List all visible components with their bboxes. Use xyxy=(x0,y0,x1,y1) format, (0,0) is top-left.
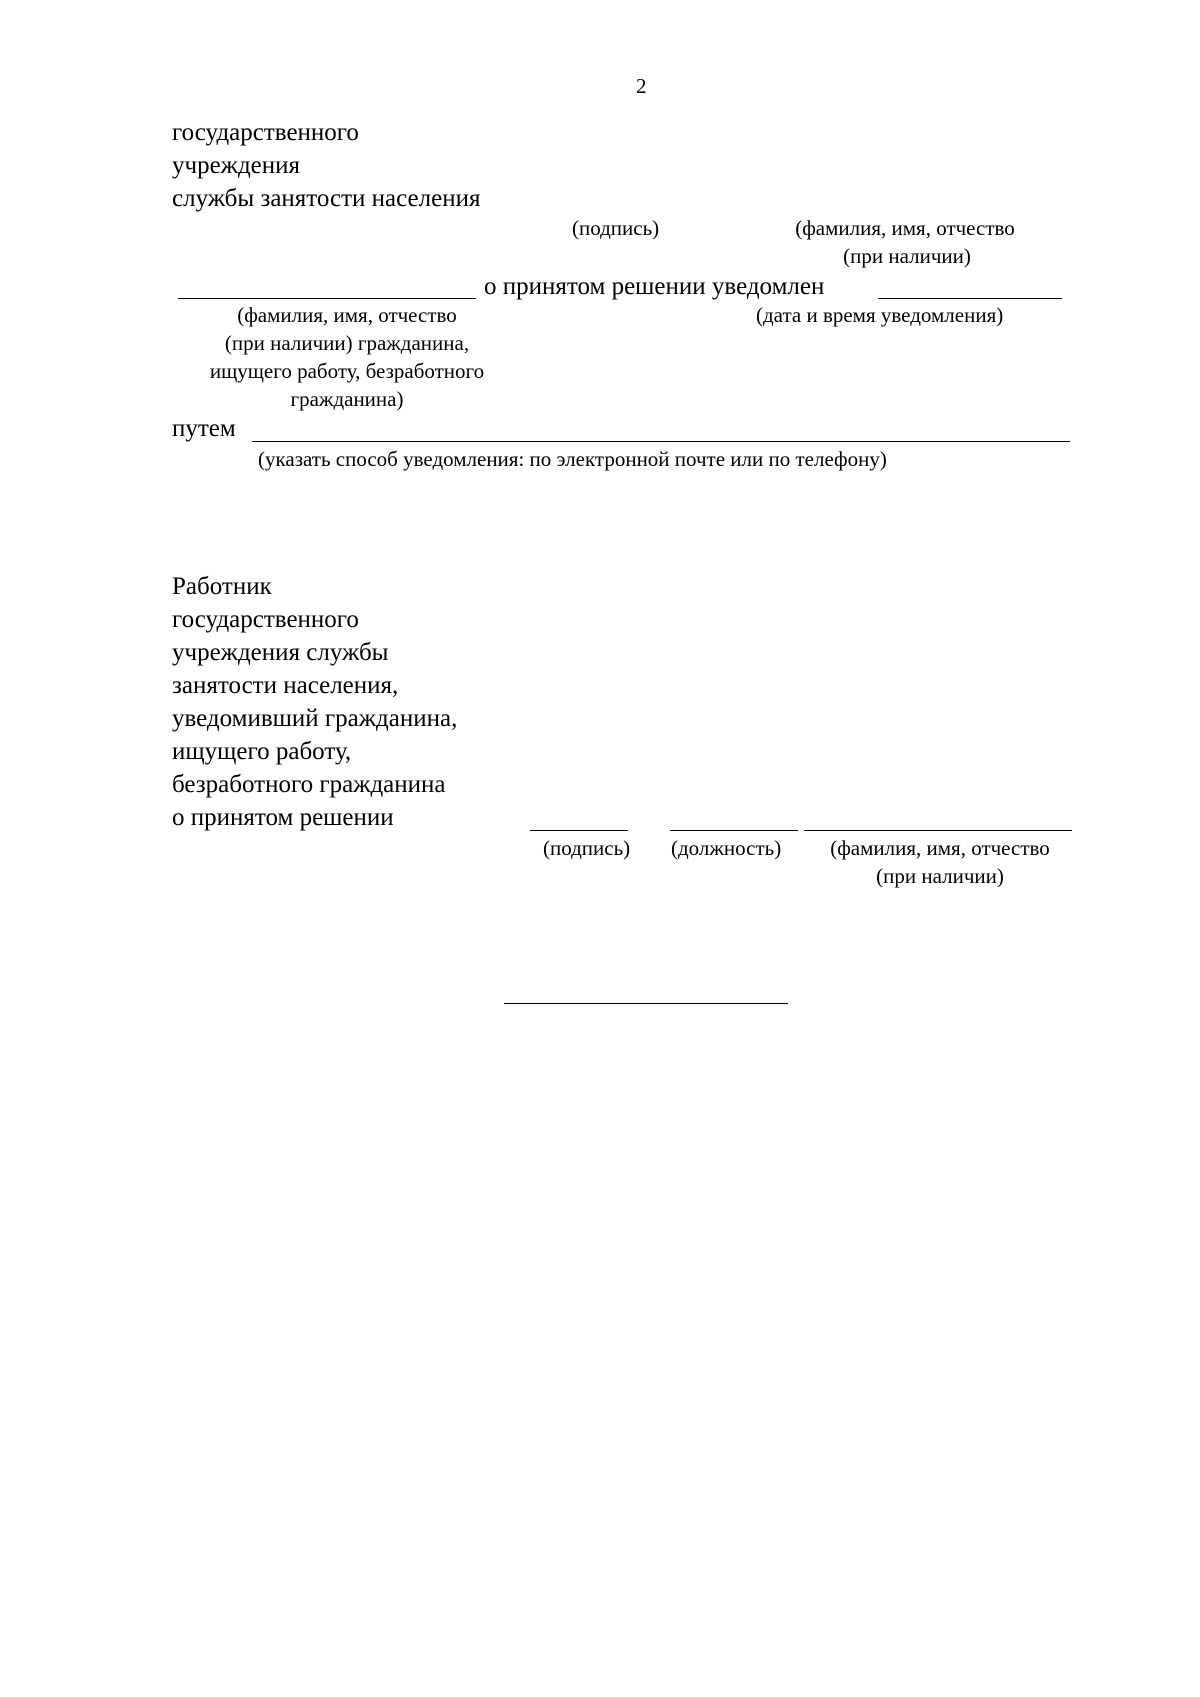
citizen-name-field[interactable] xyxy=(178,298,476,299)
employee-name-field[interactable] xyxy=(804,830,1072,831)
employee-line: занятости населения, xyxy=(172,672,399,699)
method-caption: (указать способ уведомления: по электронной почте или по телефону) xyxy=(258,447,887,471)
citizen-caption-line: гражданина) xyxy=(290,387,404,411)
signature-caption: (подпись) xyxy=(572,216,660,240)
institution-title xyxy=(172,116,480,215)
institution-line: государственного xyxy=(172,119,359,146)
method-label: путем xyxy=(172,415,236,442)
employee-line: ищущего работу, xyxy=(172,738,352,765)
employee-title xyxy=(172,570,457,834)
employee-line: уведомивший гражданина, xyxy=(172,705,458,732)
employee-line: о принятом решении xyxy=(172,804,394,831)
notification-text: о принятом решении уведомлен xyxy=(484,273,825,300)
employee-position-caption: (должность) xyxy=(671,836,782,860)
employee-name-caption-line: (при наличии) xyxy=(876,864,1004,888)
citizen-caption-line: (фамилия, имя, отчество xyxy=(237,303,457,327)
name-caption-line: (фамилия, имя, отчество xyxy=(795,216,1015,240)
employee-line: безработного гражданина xyxy=(172,771,446,798)
citizen-caption-line: ищущего работу, безработного xyxy=(209,359,485,383)
citizen-caption xyxy=(178,301,516,413)
employee-line: государственного xyxy=(172,606,359,633)
notification-datetime-field[interactable] xyxy=(878,298,1062,299)
institution-line: учреждения xyxy=(172,152,301,179)
institution-line: службы занятости населения xyxy=(172,185,481,212)
end-separator xyxy=(504,1003,788,1004)
employee-name-caption-line: (фамилия, имя, отчество xyxy=(830,836,1050,860)
employee-line: Работник xyxy=(172,573,272,600)
employee-name-caption xyxy=(808,834,1072,890)
notification-method-field[interactable] xyxy=(252,441,1070,442)
page-number: 2 xyxy=(636,74,647,98)
employee-signature-field[interactable] xyxy=(530,830,628,831)
datetime-caption: (дата и время уведомления) xyxy=(756,303,1004,327)
employee-position-field[interactable] xyxy=(670,830,798,831)
citizen-caption-line: (при наличии) гражданина, xyxy=(224,331,470,355)
employee-line: учреждения службы xyxy=(172,639,389,666)
name-caption-line: (при наличии) xyxy=(843,244,971,268)
employee-signature-caption: (подпись) xyxy=(543,836,631,860)
name-caption xyxy=(760,214,1050,270)
